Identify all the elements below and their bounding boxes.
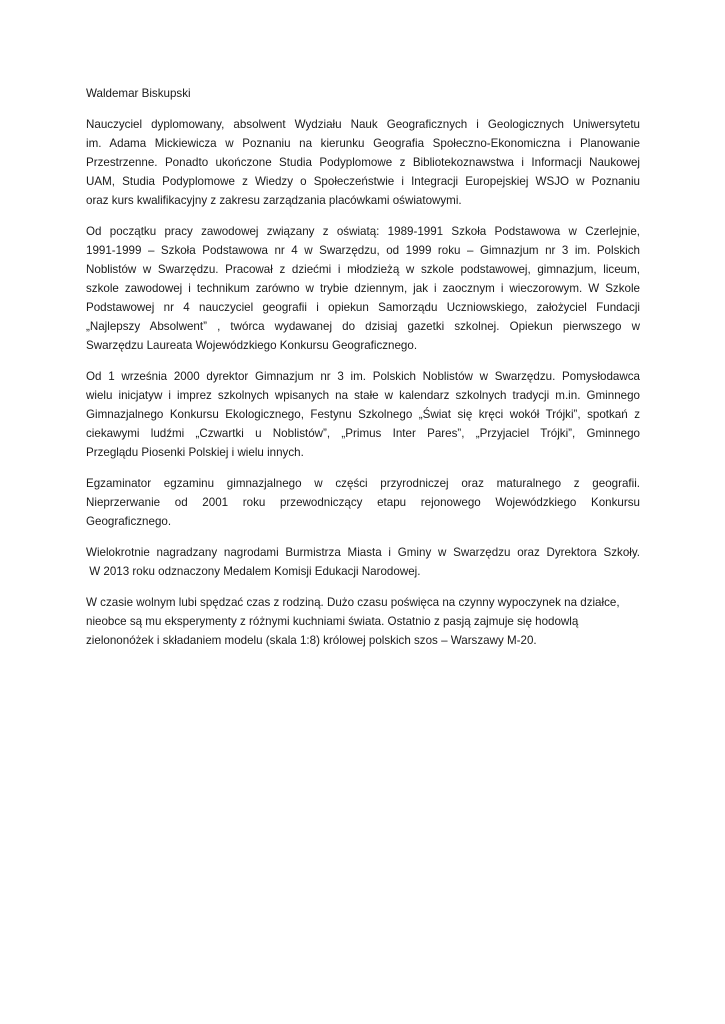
text-line: nieobce są mu eksperymenty z różnymi kuchniami świata. Ostatnio z pasją zajmuje się hodowlą xyxy=(86,615,579,628)
text-line: Swarzędzu Laureata Wojewódzkiego Konkursu Geograficznego. xyxy=(86,339,418,352)
text-line: zielononóżek i składaniem modelu (skala 1:8) królowej polskich szos – Warszawy M-20. xyxy=(86,634,537,647)
text-line: ciekawymi ludźmi „Czwartki u Noblistów”, „Primus Inter Pares”, „Przyjaciel Trójki”, Gminnego xyxy=(86,427,640,440)
text-line: Wielokrotnie nagradzany nagrodami Burmistrza Miasta i Gminy w Swarzędzu oraz Dyrektora Szkoły. xyxy=(86,546,640,559)
text-line: Od 1 września 2000 dyrektor Gimnazjum nr 3 im. Polskich Noblistów w Swarzędzu. Pomysłodawca xyxy=(86,370,640,383)
text-line: Nieprzerwanie od 2001 roku przewodniczący etapu rejonowego Wojewódzkiego Konkursu xyxy=(86,496,640,509)
text-line: im. Adama Mickiewicza w Poznaniu na kierunku Geografia Społeczno-Ekonomiczna i Planowanie xyxy=(86,137,640,150)
text-line: Gimnazjalnego Konkursu Ekologicznego, Festynu Szkolnego „Świat się kręci wokół Trójki”, spotkań z xyxy=(86,408,640,421)
text-line: Nauczyciel dyplomowany, absolwent Wydziału Nauk Geograficznych i Geologicznych Uniwersytetu xyxy=(86,118,640,131)
text-line: W czasie wolnym lubi spędzać czas z rodziną. Dużo czasu poświęca na czynny wypoczynek na działce, xyxy=(86,596,620,609)
paragraph-hobbies xyxy=(86,593,640,650)
text-line: Przestrzenne. Ponadto ukończone Studia Podyplomowe z Bibliotekoznawstwa i Informacji Naukowej xyxy=(86,156,640,169)
text-line: Noblistów w Swarzędzu. Pracował z dziećmi i młodzieżą w szkole podstawowej, gimnazjum, liceum, xyxy=(86,263,640,276)
paragraph-examiner xyxy=(86,474,640,531)
text-line: Od początku pracy zawodowej związany z oświatą: 1989-1991 Szkoła Podstawowa w Czerlejnie, xyxy=(86,225,640,238)
text-line: Przeglądu Piosenki Polskiej i wielu innych. xyxy=(86,446,304,459)
author-name: Waldemar Biskupski xyxy=(86,87,191,100)
paragraph-awards xyxy=(86,543,640,581)
paragraph-career xyxy=(86,222,640,355)
text-line: W 2013 roku odznaczony Medalem Komisji Edukacji Narodowej. xyxy=(86,565,421,578)
text-line: wielu inicjatyw i imprez szkolnych wpisanych na stałe w kalendarz szkolnych tradycji m.in. Gminnego xyxy=(86,389,640,402)
text-line: Podstawowej nr 4 nauczyciel geografii i opiekun Samorządu Uczniowskiego, założyciel Fundacji xyxy=(86,301,640,314)
text-line: oraz kurs kwalifikacyjny z zakresu zarządzania placówkami oświatowymi. xyxy=(86,194,462,207)
paragraph-director xyxy=(86,367,640,462)
text-line: Egzaminator egzaminu gimnazjalnego w części przyrodniczej oraz maturalnego z geografii. xyxy=(86,477,640,490)
text-line: Geograficznego. xyxy=(86,515,172,528)
document-page xyxy=(86,84,640,662)
text-line: szkole zawodowej i technikum zarówno w trybie dziennym, jak i zaocznym i wieczorowym. W Szkole xyxy=(86,282,640,295)
paragraph-education xyxy=(86,115,640,210)
text-line: UAM, Studia Podyplomowe z Wiedzy o Społeczeństwie i Integracji Europejskiej WSJO w Poznaniu xyxy=(86,175,640,188)
text-line: 1991-1999 – Szkoła Podstawowa nr 4 w Swarzędzu, od 1999 roku – Gimnazjum nr 3 im. Polskich xyxy=(86,244,640,257)
text-line: „Najlepszy Absolwent” , twórca wydawanej do dzisiaj gazetki szkolnej. Opiekun pierwszego w xyxy=(86,320,640,333)
